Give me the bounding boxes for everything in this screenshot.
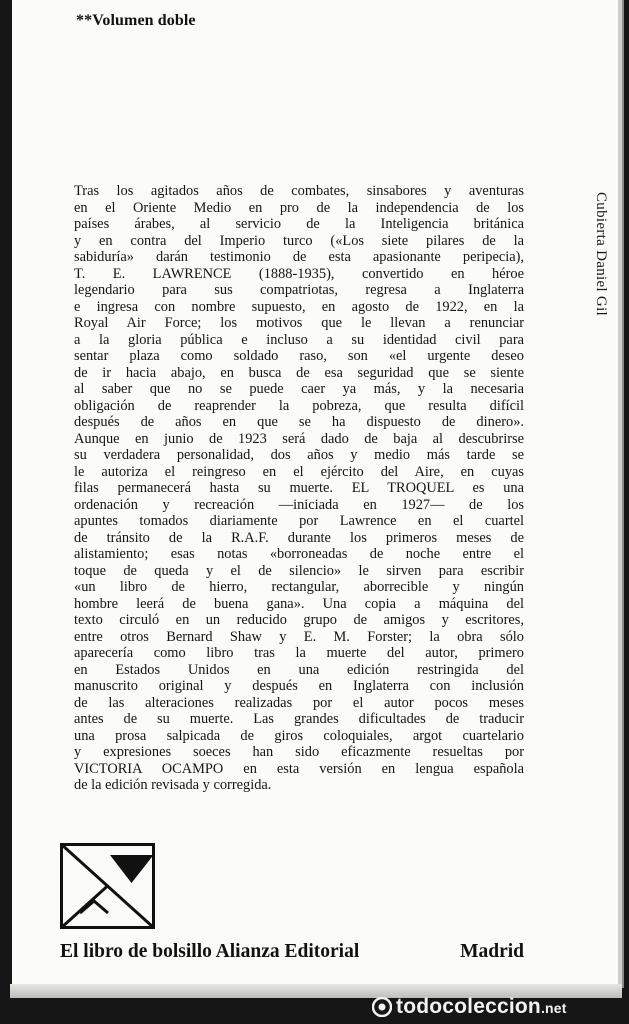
tc-logo-icon — [372, 997, 392, 1017]
blurb-line: sentar plaza como soldado raso, son «el urgente deseo — [74, 348, 524, 364]
blurb-line: entre otros Bernard Shaw y E. M. Forster; la obra sólo — [74, 628, 524, 645]
blurb-line: al saber que no se puede caer ya más, y la necesaria — [74, 381, 524, 397]
blurb-line: de la edición revisada y corregida. — [74, 777, 272, 793]
blurb-line: Royal Air Force; los motivos que le llevan a renunciar — [74, 315, 524, 331]
blurb-line: a la gloria pública e incluso a su identidad civil para — [74, 331, 524, 348]
publisher-footer — [60, 941, 524, 963]
blurb-line: y expresiones soeces han sido eficazmente resueltas por — [74, 744, 524, 760]
blurb-line: una prosa salpicada de giros coloquiales, argot cuartelario — [74, 727, 524, 744]
blurb-line: de las alteraciones realizadas por el autor pocos meses — [74, 694, 524, 711]
blurb-line: ordenación y recreación —iniciada en 1927— de los — [74, 496, 524, 513]
blurb-line: obligación de reaprender la pobreza, que resulta difícil — [74, 397, 524, 414]
blurb-line: de tránsito de la R.A.F. durante los primeros meses de — [74, 529, 524, 546]
alianza-publisher-logo — [60, 843, 155, 929]
series-note: **Volumen doble — [76, 12, 196, 29]
blurb-line: Tras los agitados años de combates, sinsabores y aventuras — [74, 183, 524, 199]
blurb-line: antes de su muerte. Las grandes dificultades de traducir — [74, 711, 524, 727]
cover-design-credit: Cubierta Daniel Gil — [593, 192, 609, 317]
blurb-line: le autoriza el reingreso en el ejército del Aire, en cuyas — [74, 463, 524, 480]
blurb-line: países árabes, al servicio de la Inteligencia británica — [74, 216, 524, 232]
blurb-line: de ir hacia abajo, en busca de esa seguridad que se siente — [74, 364, 524, 381]
blurb-line: T. E. LAWRENCE (1888-1935), convertido en héroe — [74, 265, 524, 282]
blurb-line: en Estados Unidos en una edición restringida del — [74, 661, 524, 678]
blurb-line: hombre leerá de buena gana». Una copia a máquina del — [74, 595, 524, 612]
blurb-line: su verdadera personalidad, dos años y medio más tarde se — [74, 447, 524, 463]
blurb-line: aparecería como libro tras la muerte del autor, primero — [74, 645, 524, 661]
site-watermark — [372, 995, 567, 1019]
blurb-line: toque de queda y el de silencio» le sirven para escribir — [74, 562, 524, 579]
blurb-line: legendario para sus compatriotas, regresa a Inglaterra — [74, 282, 524, 298]
blurb-line: apuntes tomados diariamente por Lawrence en el cuartel — [74, 513, 524, 529]
blurb-line: después de años en que se ha dispuesto de dinero». — [74, 414, 524, 430]
blurb-line: en el Oriente Medio en pro de la independencia de los — [74, 199, 524, 216]
watermark-text: todocoleccion.net — [396, 995, 567, 1018]
blurb-line: Aunque en junio de 1923 será dado de baja al descubrirse — [74, 430, 524, 447]
blurb-line: VICTORIA OCAMPO en esta versión en lengua española — [74, 760, 524, 777]
blurb-line: sabiduría» darán testimonio de esta apasionante peripecia), — [74, 249, 524, 265]
blurb-line: y en contra del Imperio turco («Los siete pilares de la — [74, 232, 524, 249]
publisher-city: Madrid — [460, 941, 524, 962]
publisher-series-line: El libro de bolsillo Alianza Editorial — [60, 941, 360, 962]
blurb-line: e ingresa con nombre supuesto, en agosto de 1922, en la — [74, 298, 524, 315]
page-edge-right — [618, 0, 622, 988]
back-cover-blurb — [74, 183, 524, 794]
blurb-line: manuscrito original y después en Inglaterra con inclusión — [74, 678, 524, 694]
blurb-line: alistamiento; esas notas «borroneadas de noche entre el — [74, 546, 524, 562]
blurb-line: «un libro de hierro, rectangular, aborrecible y ningún — [74, 579, 524, 595]
blurb-line: filas permanecerá hasta su muerte. EL TROQUEL es una — [74, 480, 524, 496]
blurb-line: texto circuló en un reducido grupo de amigos y escritores, — [74, 612, 524, 628]
